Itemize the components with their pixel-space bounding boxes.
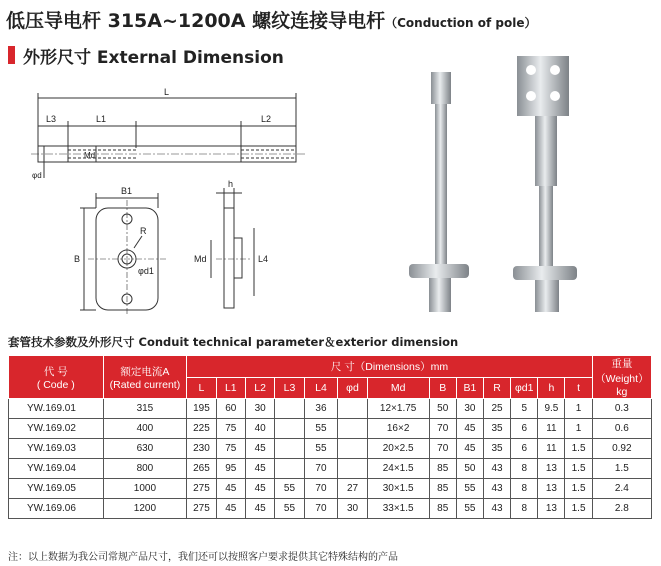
table-cell: 1.5 xyxy=(592,459,651,479)
table-cell: 50 xyxy=(429,399,456,419)
table-cell: 55 xyxy=(304,419,338,439)
table-cell: 30 xyxy=(338,499,367,519)
table-cell: YW.169.03 xyxy=(9,439,104,459)
table-cell: 60 xyxy=(216,399,245,419)
table-cell: 40 xyxy=(245,419,274,439)
table-cell: 70 xyxy=(429,439,456,459)
section-label: 外形尺寸 External Dimension xyxy=(23,47,284,68)
table-cell: 11 xyxy=(538,419,565,439)
table-cell: 2.4 xyxy=(592,479,651,499)
table-cell: 27 xyxy=(338,479,367,499)
column-header: R xyxy=(483,377,510,399)
dim-label-phid: φd xyxy=(32,171,42,180)
header-dimensions: 尺 寸（Dimensions）mm xyxy=(187,356,592,378)
table-cell: 24×1.5 xyxy=(367,459,429,479)
dim-label-Md: Md xyxy=(84,151,96,160)
table-cell: 11 xyxy=(538,439,565,459)
table-cell: YW.169.01 xyxy=(9,399,104,419)
table-cell: 13 xyxy=(538,479,565,499)
footnote: 注：以上数据为我公司常规产品尺寸，我们还可以按照客户要求提供其它特殊结构的产品 xyxy=(8,552,398,563)
table-cell: 5 xyxy=(511,399,538,419)
table-cell: 1.5 xyxy=(565,459,592,479)
table-cell: 0.6 xyxy=(592,419,651,439)
dim-label-B: B xyxy=(74,254,81,264)
table-cell: 45 xyxy=(245,439,274,459)
header-current-en: (Rated current) xyxy=(109,378,181,391)
table-cell: 13 xyxy=(538,459,565,479)
table-body xyxy=(9,399,652,519)
dim-label-R: R xyxy=(140,226,147,236)
table-cell: 8 xyxy=(511,499,538,519)
column-header: B1 xyxy=(456,377,483,399)
column-header: L4 xyxy=(304,377,338,399)
dim-label-h: h xyxy=(228,179,234,189)
table-row xyxy=(9,439,652,459)
header-weight-unit: kg xyxy=(616,386,628,398)
section-header xyxy=(8,44,284,66)
table-row xyxy=(9,479,652,499)
dim-label-L3: L3 xyxy=(46,114,57,124)
table-cell: 70 xyxy=(429,419,456,439)
table-cell: 45 xyxy=(456,439,483,459)
header-current xyxy=(103,356,187,399)
table-cell: 50 xyxy=(456,459,483,479)
header-code xyxy=(9,356,104,399)
table-cell: 45 xyxy=(216,499,245,519)
table-cell: 1.5 xyxy=(565,499,592,519)
table-cell: 0.92 xyxy=(592,439,651,459)
table-cell: 0.3 xyxy=(592,399,651,419)
table-cell: 95 xyxy=(216,459,245,479)
table-cell: 12×1.75 xyxy=(367,399,429,419)
header-code-en: ( Code ) xyxy=(36,378,75,391)
column-header: B xyxy=(429,377,456,399)
dim-label-L1: L1 xyxy=(96,114,107,124)
plate-side-view xyxy=(211,188,254,308)
dim-label-phid1: φd1 xyxy=(138,266,154,276)
header-current-cn: 额定电流A xyxy=(120,365,170,378)
column-header: Md xyxy=(367,377,429,399)
table-cell: 195 xyxy=(187,399,216,419)
plate-front-view xyxy=(80,193,166,316)
table-cell: 8 xyxy=(511,479,538,499)
table-title: 套管技术参数及外形尺寸 Conduit technical parameter＆exterior dimension xyxy=(8,335,459,349)
table-cell xyxy=(338,459,367,479)
table-cell: 1.5 xyxy=(565,439,592,459)
table-cell: 9.5 xyxy=(538,399,565,419)
table-cell: 33×1.5 xyxy=(367,499,429,519)
table-cell: 275 xyxy=(187,499,216,519)
table-cell: YW.169.02 xyxy=(9,419,104,439)
table-cell: 1 xyxy=(565,399,592,419)
table-cell: YW.169.06 xyxy=(9,499,104,519)
column-header: φd1 xyxy=(511,377,538,399)
table-cell: 85 xyxy=(429,459,456,479)
table-cell: 1 xyxy=(565,419,592,439)
table-cell: 16×2 xyxy=(367,419,429,439)
dim-label-L4: L4 xyxy=(258,254,269,264)
header-code-cn: 代 号 xyxy=(43,365,68,378)
table-cell: 265 xyxy=(187,459,216,479)
table-cell: 35 xyxy=(483,439,510,459)
table-cell: 45 xyxy=(216,479,245,499)
table-cell: 25 xyxy=(483,399,510,419)
table-cell: 35 xyxy=(483,419,510,439)
rod-side-view xyxy=(31,93,306,178)
table-cell: 800 xyxy=(103,459,187,479)
column-header: t xyxy=(565,377,592,399)
table-cell: 6 xyxy=(511,439,538,459)
table-cell: YW.169.04 xyxy=(9,459,104,479)
column-header: h xyxy=(538,377,565,399)
table-cell: 43 xyxy=(483,479,510,499)
table-cell: 85 xyxy=(429,479,456,499)
table-row xyxy=(9,459,652,479)
table-row xyxy=(9,419,652,439)
table-cell: YW.169.05 xyxy=(9,479,104,499)
table-cell: 400 xyxy=(103,419,187,439)
table-cell xyxy=(338,419,367,439)
table-row xyxy=(9,399,652,419)
table-cell: 75 xyxy=(216,439,245,459)
header-weight-en: （Weight） xyxy=(595,373,649,385)
column-header: L3 xyxy=(275,377,304,399)
product-photo xyxy=(395,52,595,322)
dim-label-Md2: Md xyxy=(194,254,207,264)
section-marker xyxy=(8,46,15,64)
table-cell: 45 xyxy=(456,419,483,439)
table-cell: 70 xyxy=(304,459,338,479)
table-cell xyxy=(338,399,367,419)
table-cell: 225 xyxy=(187,419,216,439)
table-cell: 43 xyxy=(483,499,510,519)
dim-label-L2: L2 xyxy=(261,114,272,124)
table-cell: 36 xyxy=(304,399,338,419)
table-cell xyxy=(338,439,367,459)
table-cell: 55 xyxy=(456,499,483,519)
column-header: L xyxy=(187,377,216,399)
table-row xyxy=(9,499,652,519)
table-cell: 275 xyxy=(187,479,216,499)
table-cell: 85 xyxy=(429,499,456,519)
column-header: L1 xyxy=(216,377,245,399)
table-cell: 55 xyxy=(304,439,338,459)
dim-label-L: L xyxy=(164,88,170,97)
table-cell: 20×2.5 xyxy=(367,439,429,459)
table-cell: 8 xyxy=(511,459,538,479)
table-cell: 30×1.5 xyxy=(367,479,429,499)
table-cell: 6 xyxy=(511,419,538,439)
page-title xyxy=(6,6,537,33)
table-cell: 45 xyxy=(245,479,274,499)
table-cell: 45 xyxy=(245,499,274,519)
table-cell: 55 xyxy=(456,479,483,499)
table-cell: 30 xyxy=(456,399,483,419)
table-cell: 230 xyxy=(187,439,216,459)
table-cell: 45 xyxy=(245,459,274,479)
table-cell: 70 xyxy=(304,499,338,519)
table-cell: 630 xyxy=(103,439,187,459)
table-cell xyxy=(275,419,304,439)
table-cell: 13 xyxy=(538,499,565,519)
table-cell: 43 xyxy=(483,459,510,479)
title-main: 低压导电杆 315A~1200A 螺纹连接导电杆 xyxy=(6,10,386,32)
header-weight xyxy=(592,356,651,399)
header-weight-cn: 重量 xyxy=(611,358,633,370)
table-cell: 70 xyxy=(304,479,338,499)
table-cell: 55 xyxy=(275,479,304,499)
table-cell xyxy=(275,399,304,419)
table-cell: 315 xyxy=(103,399,187,419)
table-cell: 55 xyxy=(275,499,304,519)
table-cell: 1000 xyxy=(103,479,187,499)
table-cell xyxy=(275,459,304,479)
dim-label-B1: B1 xyxy=(121,186,133,196)
column-header: L2 xyxy=(245,377,274,399)
table-cell: 1.5 xyxy=(565,479,592,499)
dimension-table xyxy=(8,355,652,519)
technical-drawing xyxy=(26,88,326,318)
table-cell: 75 xyxy=(216,419,245,439)
table-cell: 2.8 xyxy=(592,499,651,519)
table-cell: 1200 xyxy=(103,499,187,519)
table-cell xyxy=(275,439,304,459)
table-cell: 30 xyxy=(245,399,274,419)
column-header: φd xyxy=(338,377,367,399)
title-sub: （Conduction of pole） xyxy=(385,16,537,30)
